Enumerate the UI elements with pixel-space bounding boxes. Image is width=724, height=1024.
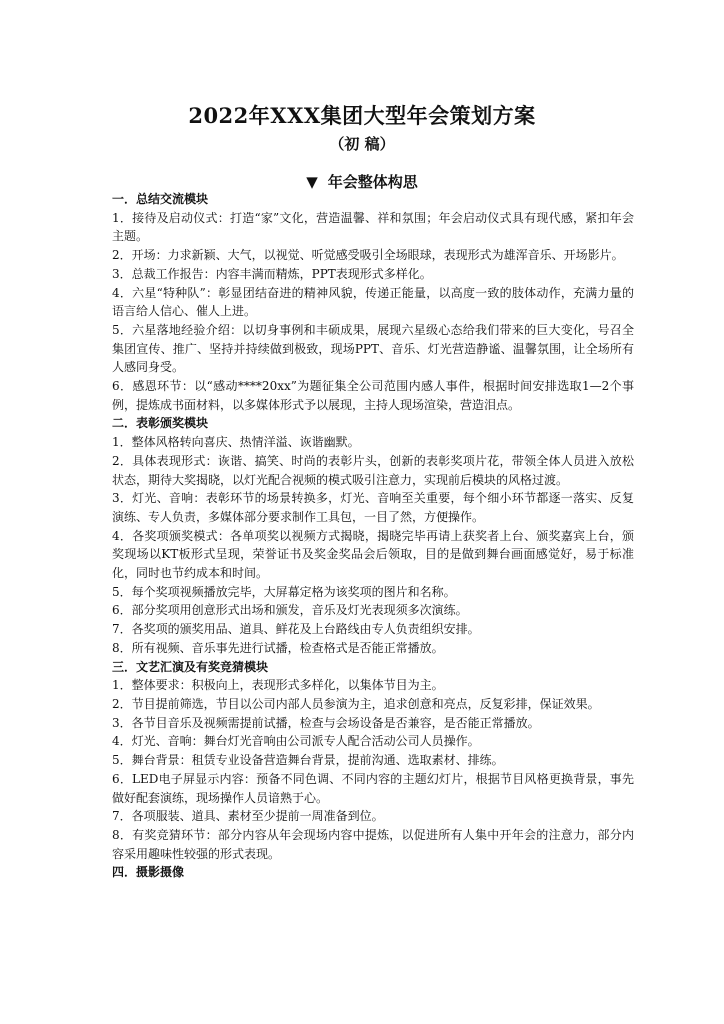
list-item: 3．总裁工作报告：内容丰满而精炼，PPT表现形式多样化。 bbox=[112, 266, 432, 281]
document-body bbox=[112, 190, 634, 882]
list-item: 5．六星落地经验介绍：以切身事例和丰硕成果，展现六星级心态给我们带来的巨大变化，号召全集团宣传、推广、坚持并持续做到极致，现场PPT、音乐、灯光营造静谧、温馨氛围，让全场所有人感同身受。 bbox=[112, 322, 634, 375]
section-heading: 二．表彰颁奖模块 bbox=[112, 416, 209, 431]
document-title: 2022年XXX集团大型年会策划方案 bbox=[188, 103, 536, 128]
section-2 bbox=[112, 414, 634, 657]
list-item: 3．各节目音乐及视频需提前试播，检查与会场设备是否兼容，是否能正常播放。 bbox=[112, 715, 540, 730]
list-item: 4．各奖项颁奖模式：各单项奖以视频方式揭晓，揭晓完毕再请上获奖者上台、颁奖嘉宾上台，颁奖现场以KT板形式呈现，荣誉证书及奖金奖品会后领取，目的是做到舞台画面感觉好，易于标准化，同时也节约成本和时间。 bbox=[112, 528, 634, 581]
list-item: 2．开场：力求新颖、大气，以视觉、听觉感受吸引全场眼球，表现形式为雄浑音乐、开场影片。 bbox=[112, 248, 624, 263]
list-item: 5．每个奖项视频播放完毕，大屏幕定格为该奖项的图片和名称。 bbox=[112, 584, 456, 599]
triangle-down-icon: ▼ bbox=[306, 173, 318, 191]
list-item: 1．整体风格转向喜庆、热情洋溢、诙谐幽默。 bbox=[112, 435, 360, 450]
section-3 bbox=[112, 658, 634, 864]
section-4 bbox=[112, 863, 634, 882]
section-1 bbox=[112, 190, 634, 414]
list-item: 6．部分奖项用创意形式出场和颁发，音乐及灯光表现须多次演练。 bbox=[112, 603, 468, 618]
part-heading-text: 年会整体构思 bbox=[327, 173, 418, 191]
section-heading: 四．摄影摄像 bbox=[112, 865, 185, 880]
section-heading: 一．总结交流模块 bbox=[112, 192, 209, 206]
list-item: 3．灯光、音响：表彰环节的场景转换多，灯光、音响至关重要，每个细小环节都逐一落实、反复演练、专人负责，多媒体部分要求制作工具包，一目了然，方便操作。 bbox=[112, 491, 634, 524]
section-heading: 三．文艺汇演及有奖竞猜模块 bbox=[112, 659, 269, 674]
list-item: 2．具体表现形式：诙谐、搞笑、时尚的表彰片头，创新的表彰奖项片花，带领全体人员进入放松状态，期待大奖揭晓，以灯光配合视频的模式吸引注意力，实现前后模块的风格过渡。 bbox=[112, 453, 634, 487]
list-item: 8．有奖竞猜环节：部分内容从年会现场内容中提炼，以促进所有人集中开年会的注意力，部分内容采用趣味性较强的形式表现。 bbox=[112, 827, 634, 861]
list-item: 7．各项服装、道具、素材至少提前一周准备到位。 bbox=[112, 809, 384, 824]
list-item: 1．接待及启动仪式：打造“家”文化，营造温馨、祥和氛围；年会启动仪式具有现代感，紧扣年会主题。 bbox=[112, 210, 634, 244]
part-heading bbox=[0, 171, 724, 192]
list-item: 5．舞台背景：租赁专业设备营造舞台背景，提前沟通、选取素材、排练。 bbox=[112, 753, 504, 768]
list-item: 1．整体要求：积极向上，表现形式多样化，以集体节目为主。 bbox=[112, 678, 444, 693]
list-item: 6．LED电子屏显示内容：预备不同色调、不同内容的主题幻灯片，根据节目风格更换背景，事先做好配套演练，现场操作人员谙熟于心。 bbox=[112, 771, 634, 805]
list-item: 6．感恩环节：以“感动****20xx”为题征集全公司范围内感人事件，根据时间安排选取1—2个事例，提炼成书面材料，以多媒体形式予以展现，主持人现场渲染，营造泪点。 bbox=[112, 379, 634, 412]
list-item: 2．节目提前筛选，节目以公司内部人员参演为主，追求创意和亮点，反复彩排，保证效果。 bbox=[112, 696, 600, 711]
list-item: 8．所有视频、音乐事先进行试播，检查格式是否能正常播放。 bbox=[112, 640, 444, 655]
list-item: 4．灯光、音响：舞台灯光音响由公司派专人配合活动公司人员操作。 bbox=[112, 734, 480, 749]
list-item: 4．六星“特种队”：彰显团结奋进的精神风貌，传递正能量，以高度一致的肢体动作，充满力量的语言给人信心、催人上进。 bbox=[112, 285, 634, 319]
document-subtitle: （初 稿） bbox=[329, 135, 395, 153]
list-item: 7．各奖项的颁奖用品、道具、鲜花及上台路线由专人负责组织安排。 bbox=[112, 622, 480, 637]
